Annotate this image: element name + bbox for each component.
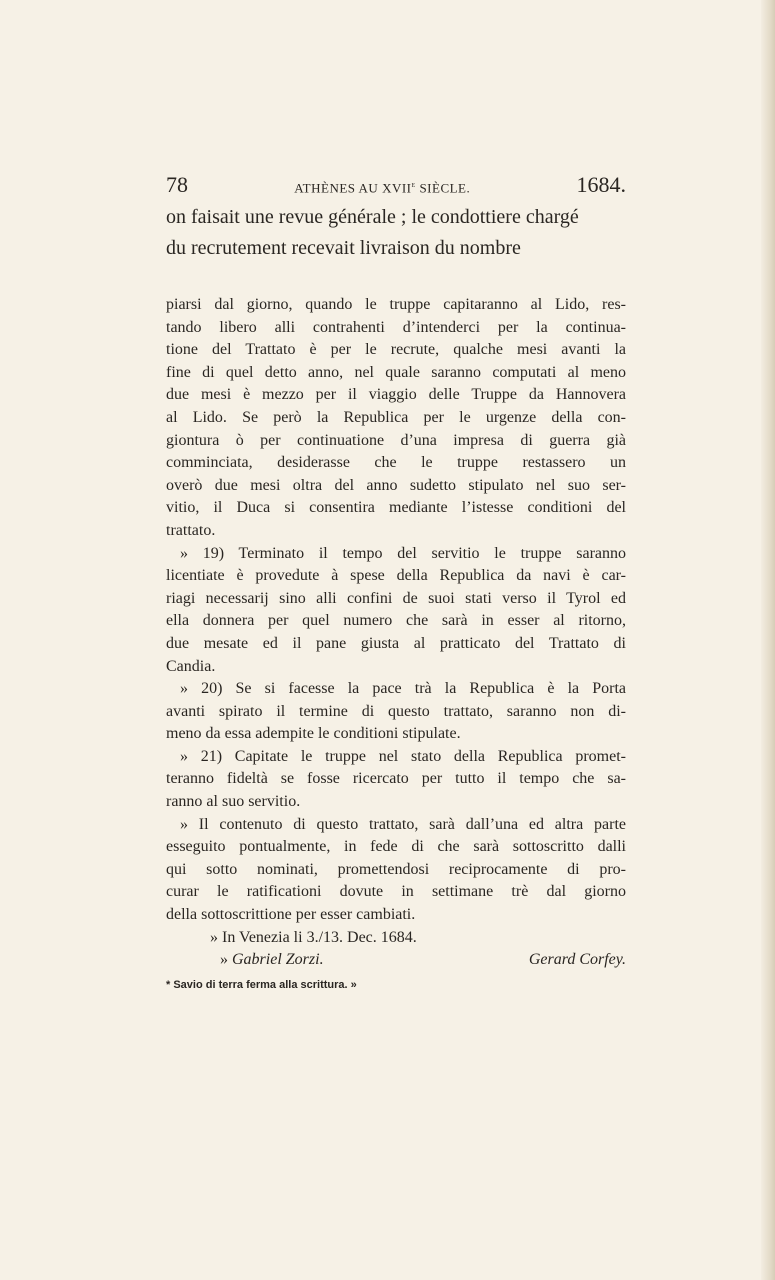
quote-line: della sottoscrittione per esser cambiati. <box>166 906 416 924</box>
quote-line: overò due mesi oltra del anno sudetto stipulato nel suo ser- <box>166 476 626 494</box>
quote-line: fine di quel detto anno, nel quale saranno computati al meno <box>166 363 626 381</box>
running-title-suffix: SIÈCLE. <box>415 180 471 195</box>
body-text <box>166 202 626 264</box>
quote-line: tione del Trattato è per le recrute, qualche mesi avanti la <box>166 341 626 359</box>
quote-line: curar le ratificationi dovute in settimane trè dal giorno <box>166 883 626 901</box>
signer-right: Gerard Corfey. <box>528 951 626 969</box>
quote-line: » In Venezia li 3./13. Dec. 1684. <box>210 928 417 946</box>
running-head <box>166 172 626 202</box>
quote-line: licentiate è provedute à spese della Republica da navi è car- <box>166 567 626 585</box>
quote-line: meno da essa adempite le conditioni stipulate. <box>166 725 461 743</box>
quote-line: al Lido. Se però la Republica per le urgenze della con- <box>166 408 626 426</box>
quote-line: due mesi è mezzo per il viaggio delle Truppe da Hannovera <box>166 386 626 404</box>
quote-line: tando libero alli contrahenti d’intenderci per la continua- <box>166 318 626 336</box>
signer-left: Gabriel Zorzi. <box>232 951 324 969</box>
page-edge <box>761 0 775 1280</box>
quote-line: » 21) Capitate le truppe nel stato della Republica promet- <box>180 747 626 765</box>
quote-line: Candia. <box>166 657 216 675</box>
quote-line: piarsi dal giorno, quando le truppe capitaranno al Lido, res- <box>166 296 626 313</box>
book-page <box>166 172 626 996</box>
signature-left <box>220 949 324 972</box>
running-title-text: ATHÈNES AU XVII <box>294 180 412 195</box>
quote-mark: » <box>220 951 228 969</box>
quote-line: » Il contenuto di questo trattato, sarà dall’una ed altra parte <box>180 815 626 833</box>
footnote: * Savio di terra ferma alla scrittura. » <box>166 978 357 991</box>
quote-line: comminciata, desiderasse che le truppe restassero un <box>166 454 626 472</box>
running-year: 1684. <box>576 172 626 197</box>
quote-line: esseguito pontualmente, in fede di che sarà sottoscritto dalli <box>166 838 626 856</box>
body-line: on faisait une revue générale ; le condottiere chargé <box>166 206 579 228</box>
quote-line: giontura ò per continuatione d’una impresa di guerra già <box>166 431 626 449</box>
quote-line: trattato. <box>166 521 216 539</box>
quote-line: riagi necessarij sino alli confini de suoi stati verso il Tyrol ed <box>166 589 626 607</box>
quote-line: ella donnera per quel numero che sarà in esser al ritorno, <box>166 612 626 630</box>
quote-line: qui sotto nominati, promettendosi reciprocamente di pro- <box>166 860 626 878</box>
running-title-sup: e <box>411 179 416 189</box>
body-line: du recrutement recevait livraison du nombre <box>166 237 521 259</box>
page-number: 78 <box>166 172 188 197</box>
running-title <box>294 180 470 196</box>
quote-line: vitio, il Duca si consentira mediante l’istesse conditioni del <box>166 499 626 517</box>
quoted-treaty <box>166 294 626 996</box>
quote-line: avanti spirato il termine di questo trattato, saranno non di- <box>166 702 626 720</box>
quote-line: » 20) Se si facesse la pace trà la Republica è la Porta <box>180 680 626 698</box>
signature-line <box>166 949 626 972</box>
quote-line: due mesate ed il pane giusta al pratticato del Trattato di <box>166 634 626 652</box>
quote-line: ranno al suo servitio. <box>166 793 301 811</box>
quote-line: » 19) Terminato il tempo del servitio le truppe saranno <box>180 544 626 562</box>
quote-line: teranno fideltà se fosse ricercato per tutto il tempo che sa- <box>166 770 626 788</box>
